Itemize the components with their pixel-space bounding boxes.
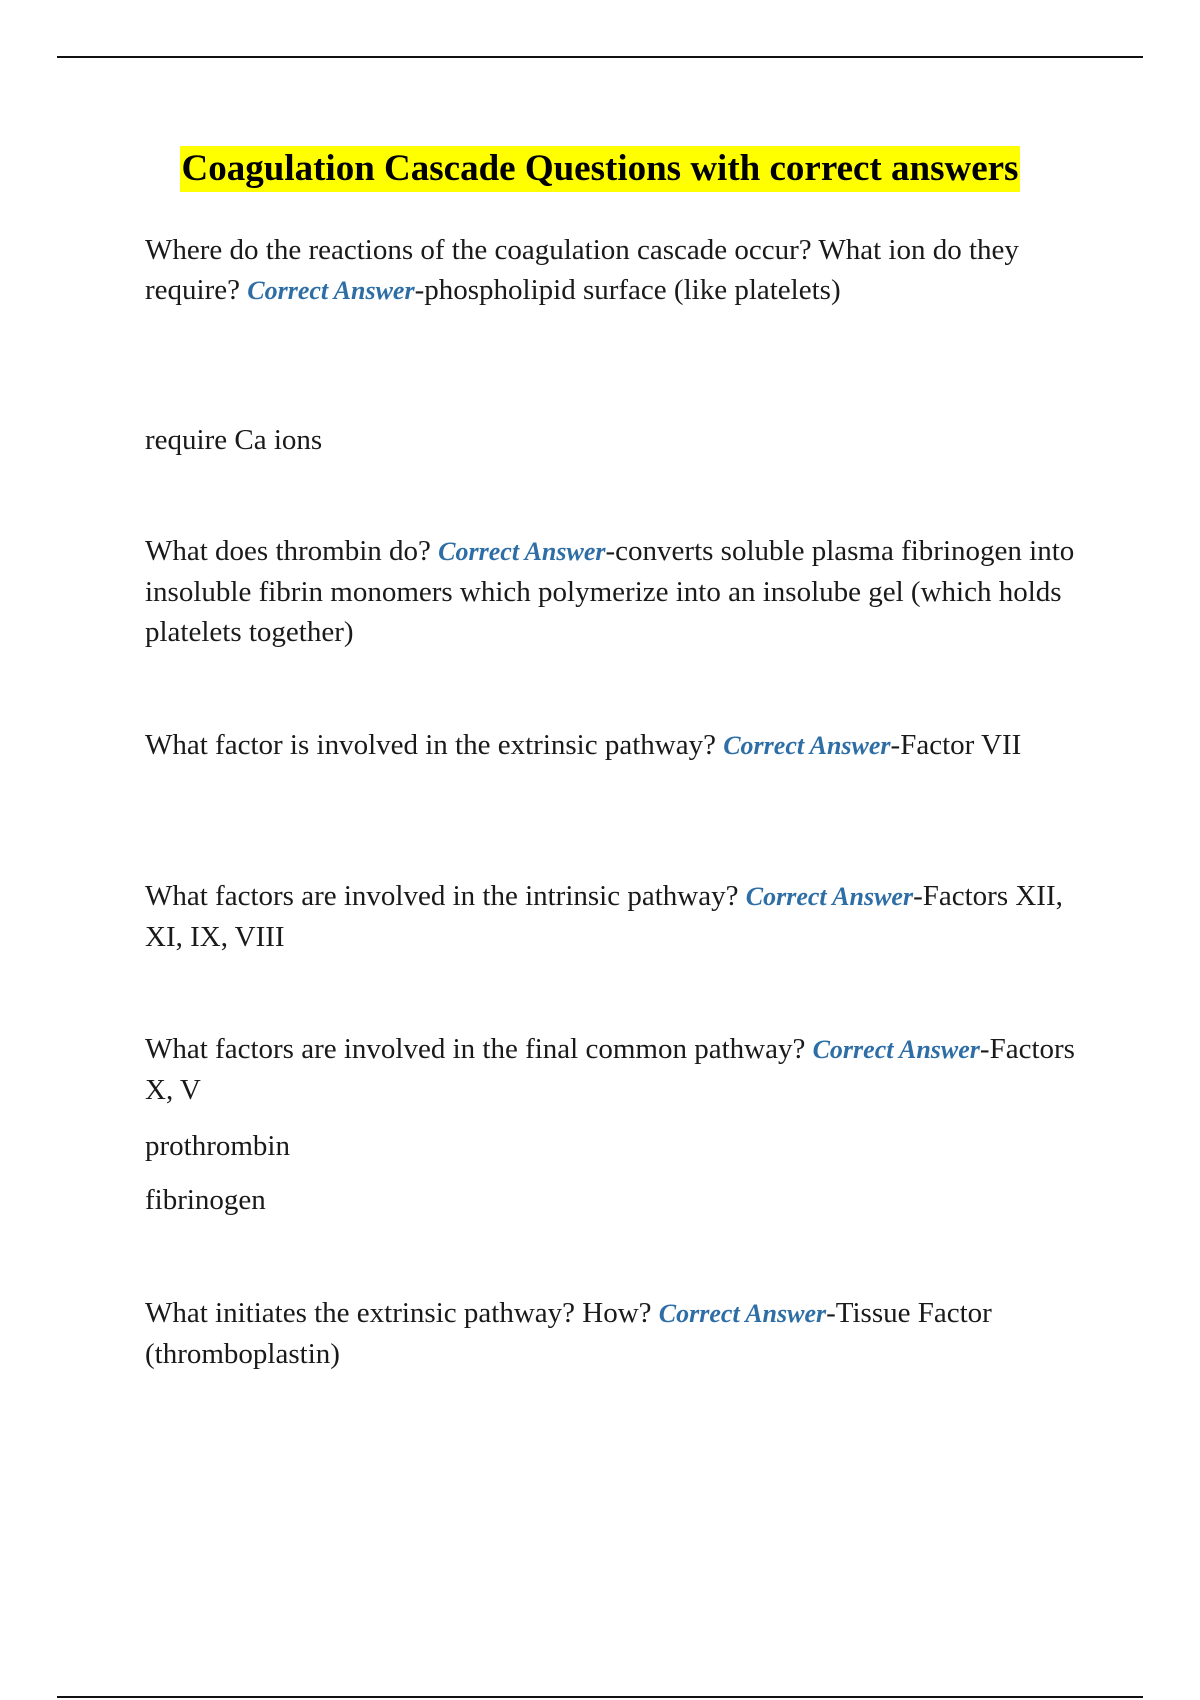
correct-answer-label: Correct Answer (745, 882, 914, 911)
qa-item-6 (145, 1293, 1095, 1374)
question-text: What initiates the extrinsic pathway? How? (145, 1297, 659, 1329)
answer-text: -Factors XII, XI, IX, VIII (145, 880, 1063, 953)
qa-item-5 (145, 1029, 1095, 1110)
question-text: What factors are involved in the final common pathway? (145, 1033, 813, 1065)
question-text: What factor is involved in the extrinsic pathway? (145, 729, 724, 761)
answer-text: -phospholipid surface (like platelets) (414, 274, 841, 306)
footer-rule (57, 1696, 1143, 1698)
page-title: Coagulation Cascade Questions with correct answers (180, 146, 1021, 192)
correct-answer-label: Correct Answer (438, 537, 606, 566)
title-container (0, 146, 1200, 192)
correct-answer-label: Correct Answer (658, 1299, 827, 1328)
qa-item-3 (145, 725, 1095, 766)
answer-text: -converts soluble plasma fibrinogen into insoluble fibrin monomers which polymerize into an insolube gel (which holds platelets together) (145, 535, 1075, 648)
question-text: What factors are involved in the intrinsic pathway? (145, 880, 746, 912)
answer-text: -Tissue Factor (thromboplastin) (145, 1297, 992, 1370)
correct-answer-label: Correct Answer (247, 276, 415, 305)
correct-answer-label: Correct Answer (812, 1035, 980, 1064)
note-prothrombin: prothrombin (145, 1130, 290, 1162)
answer-text: -Factors X, V (145, 1033, 1075, 1106)
qa-item-2 (145, 531, 1095, 652)
question-text: Where do the reactions of the coagulation cascade occur? What ion do they require? (145, 234, 1019, 306)
qa-item-1 (145, 230, 1095, 311)
question-text: What does thrombin do? (145, 535, 439, 567)
header-rule (57, 56, 1143, 58)
note-require-ca: require Ca ions (145, 424, 323, 456)
note-fibrinogen: fibrinogen (145, 1184, 266, 1216)
correct-answer-label: Correct Answer (723, 731, 891, 760)
qa-item-4 (145, 876, 1095, 957)
answer-text: -Factor VII (890, 729, 1022, 761)
